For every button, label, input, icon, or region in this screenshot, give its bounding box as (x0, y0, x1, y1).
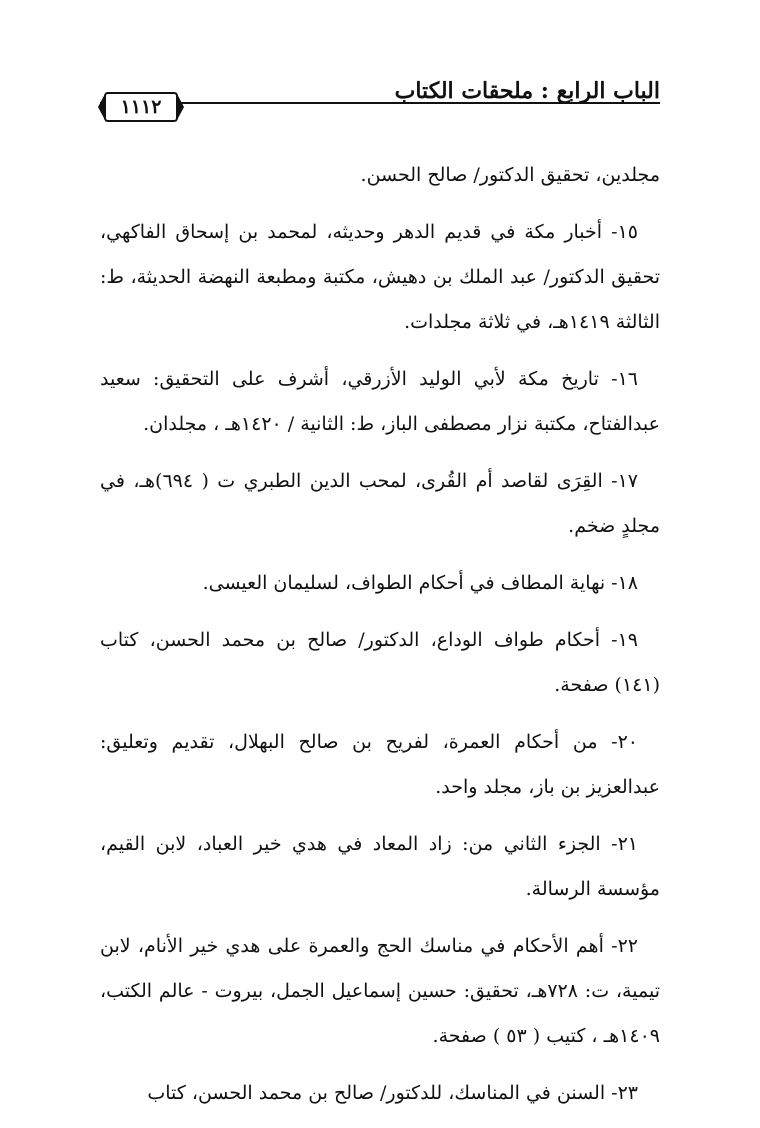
body-text (100, 153, 660, 1128)
bibliography-entry-23: ٢٣- السنن في المناسك، للدكتور/ صالح بن محمد الحسن، كتاب (147, 1082, 638, 1104)
bibliography-entry-15: ١٥- أخبار مكة في قديم الدهر وحديثه، لمحمد بن إسحاق الفاكهي، تحقيق الدكتور/ عبد الملك بن دهيش، مكتبة ومطبعة النهضة الحديثة، ط: الثالثة ١٤١٩هـ، في ثلاثة مجلدات. (100, 221, 660, 333)
page-header (100, 72, 660, 132)
bibliography-entry-20: ٢٠- من أحكام العمرة، لفريح بن صالح البهلال، تقديم وتعليق: عبدالعزيز بن باز، مجلد واحد. (100, 731, 660, 798)
page-number: ١١١٢ (104, 92, 178, 122)
bibliography-entry-17: ١٧- القِرَى لقاصد أم القُرى، لمحب الدين الطبري ت ( ٦٩٤)هـ، في مجلدٍ ضخم. (100, 470, 660, 537)
bibliography-entry-16: ١٦- تاريخ مكة لأبي الوليد الأزرقي، أشرف على التحقيق: سعيد عبدالفتاح، مكتبة نزار مصطفى الباز، ط: الثانية / ١٤٢٠هـ ، مجلدان. (100, 368, 660, 435)
running-title: الباب الرابع : ملحقات الكتاب (394, 78, 660, 104)
bibliography-entry-18: ١٨- نهاية المطاف في أحكام الطواف، لسليمان العيسى. (202, 572, 638, 594)
bibliography-entry-21: ٢١- الجزء الثاني من: زاد المعاد في هدي خير العباد، لابن القيم، مؤسسة الرسالة. (100, 833, 660, 900)
header-rule (100, 102, 660, 104)
bibliography-entry-19: ١٩- أحكام طواف الوداع، الدكتور/ صالح بن محمد الحسن، كتاب (١٤١) صفحة. (100, 629, 660, 696)
paragraph-continuation: مجلدين، تحقيق الدكتور/ صالح الحسن. (360, 164, 660, 186)
bibliography-entry-22: ٢٢- أهم الأحكام في مناسك الحج والعمرة على هدي خير الأنام، لابن تيمية، ت: ٧٢٨هـ، تحقيق: حسين إسماعيل الجمل، بيروت - عالم الكتب، ١٤٠٩هـ ، كتيب ( ٥٣ ) صفحة. (100, 935, 660, 1047)
